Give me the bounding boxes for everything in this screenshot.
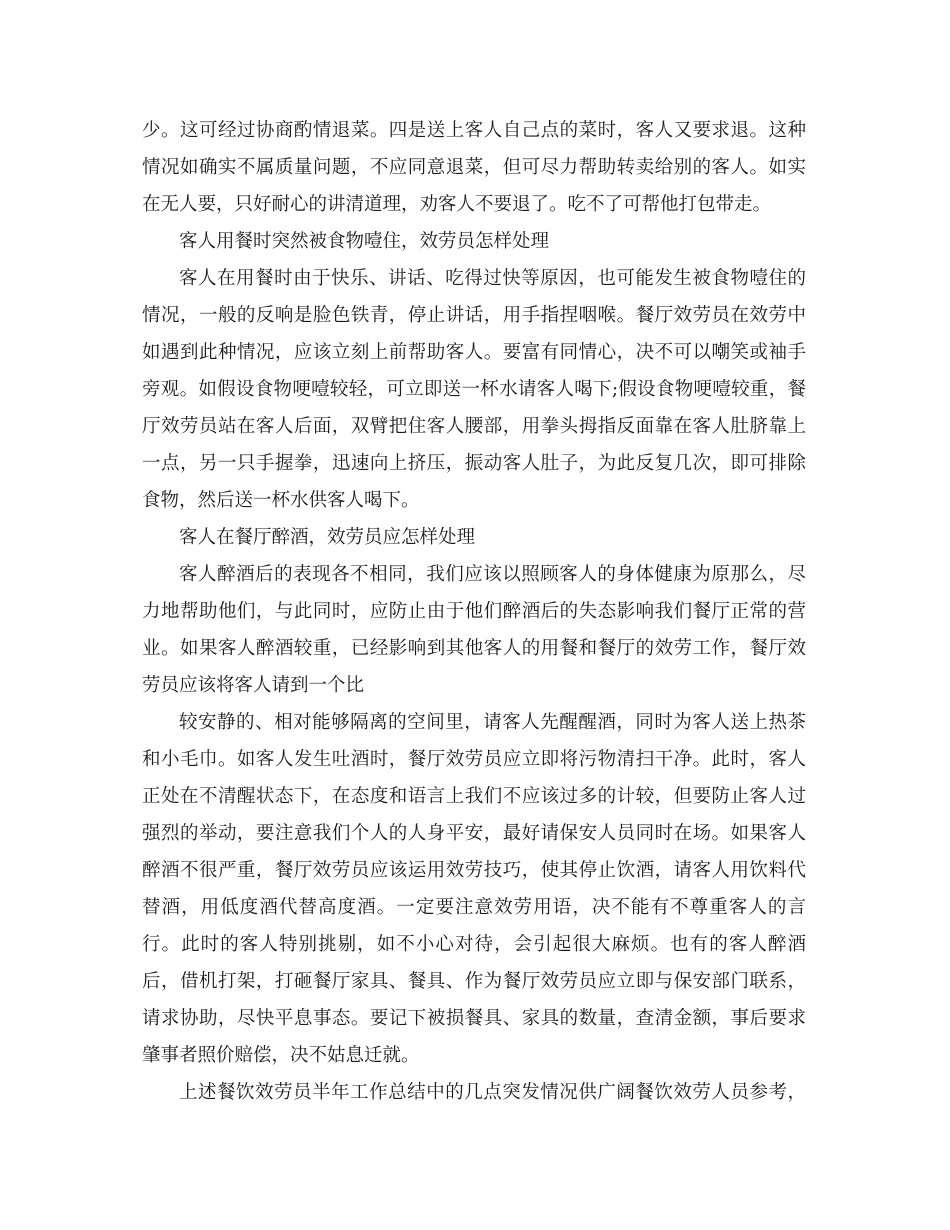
text-line: 少。这可经过协商酌情退菜。四是送上客人自己点的菜时，客人又要求退。这种 [142,120,806,141]
text-line: 正处在不清醒状态下，在态度和语言上我们不应该过多的计较，但要防止客人过 [142,786,806,807]
text-line: 在无人要，只好耐心的讲清道理，劝客人不要退了。吃不了可帮他打包带走。 [142,194,772,215]
text-line: 情况，一般的反响是脸色铁青，停止讲话，用手指捏咽喉。餐厅效劳员在效劳中 [142,305,806,326]
text-line: 较安静的、相对能够隔离的空间里，请客人先醒醒酒，同时为客人送上热茶 [179,712,806,733]
text-line: 厅效劳员站在客人后面，双臂把住客人腰部，用拳头拇指反面靠在客人肚脐靠上 [142,416,806,437]
text-line: 强烈的举动，要注意我们个人的人身平安，最好请保安人员同时在场。如果客人 [142,823,806,844]
text-line: 劳员应该将客人请到一个比 [142,675,365,696]
text-line: 旁观。如假设食物哽噎较轻，可立即送一杯水请客人喝下;假设食物哽噎较重，餐 [142,379,806,400]
text-line: 食物，然后送一杯水供客人喝下。 [142,490,420,511]
text-line: 肇事者照价赔偿，决不姑息迁就。 [142,1045,420,1066]
text-line: 客人在用餐时由于快乐、讲话、吃得过快等原因，也可能发生被食物噎住的 [179,268,806,289]
text-line: 和小毛巾。如客人发生吐酒时，餐厅效劳员应立即将污物清扫干净。此时，客人 [142,749,806,770]
text-line: 上述餐饮效劳员半年工作总结中的几点突发情况供广阔餐饮效劳人员参考， [179,1082,806,1103]
text-line: 业。如果客人醉酒较重，已经影响到其他客人的用餐和餐厅的效劳工作，餐厅效 [142,638,806,659]
section-heading: 客人在餐厅醉酒，效劳员应怎样处理 [179,527,476,548]
text-line: 情况如确实不属质量问题，不应同意退菜，但可尽力帮助转卖给别的客人。如实 [142,157,806,178]
text-line: 力地帮助他们，与此同时，应防止由于他们醉酒后的失态影响我们餐厅正常的营 [142,601,806,622]
section-heading: 客人用餐时突然被食物噎住，效劳员怎样处理 [179,231,550,252]
document-body [142,112,806,1111]
text-line: 后，借机打架，打砸餐厅家具、餐具、作为餐厅效劳员应立即与保安部门联系， [142,971,806,992]
text-line: 一点，另一只手握拳，迅速向上挤压，振动客人肚子，为此反复几次，即可排除 [142,453,806,474]
text-line: 替酒，用低度酒代替高度酒。一定要注意效劳用语，决不能有不尊重客人的言 [142,897,806,918]
text-line: 客人醉酒后的表现各不相同，我们应该以照顾客人的身体健康为原那么，尽 [179,564,806,585]
text-line: 请求协助，尽快平息事态。要记下被损餐具、家具的数量，查清金额，事后要求 [142,1008,806,1029]
text-line: 行。此时的客人特别挑剔，如不小心对待，会引起很大麻烦。也有的客人醉酒 [142,934,806,955]
text-line: 醉酒不很严重，餐厅效劳员应该运用效劳技巧，使其停止饮酒，请客人用饮料代 [142,860,806,881]
text-line: 如遇到此种情况，应该立刻上前帮助客人。要富有同情心，决不可以嘲笑或袖手 [142,342,806,363]
